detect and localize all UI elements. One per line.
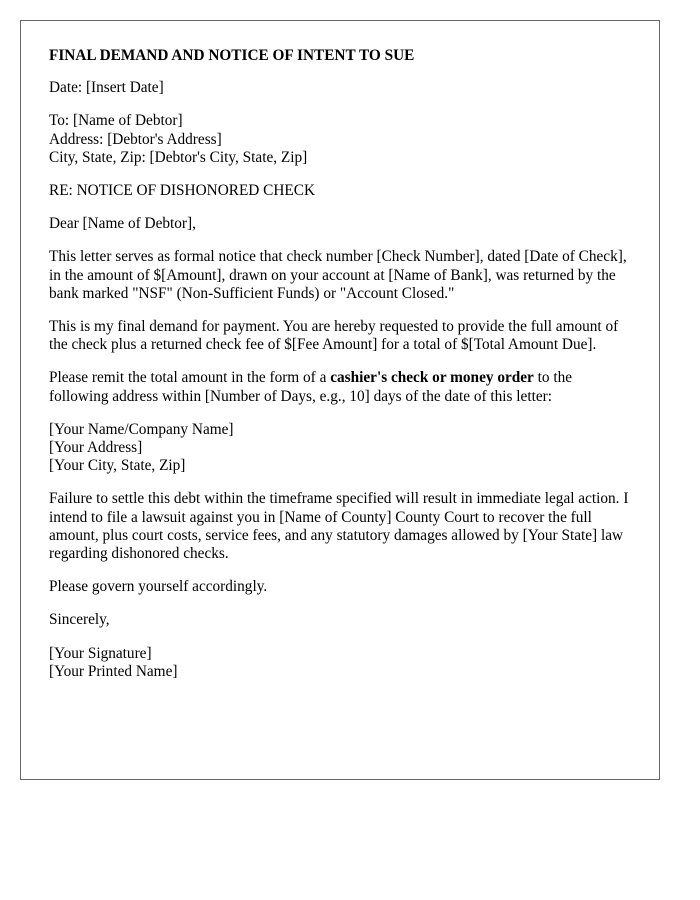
letter-document <box>20 20 660 780</box>
paragraph-legal-action: Failure to settle this debt within the timeframe specified will result in immediate legal action. I intend to file a lawsuit against you in [Name of County] County Court to recover the full amount, plus court costs, service fees, and any statutory damages allowed by [Your State] law regarding dishonored checks. <box>49 490 629 563</box>
re-line: RE: NOTICE OF DISHONORED CHECK <box>49 182 315 200</box>
remit-text-before: Please remit the total amount in the form of a <box>49 369 331 387</box>
recipient-block <box>49 112 631 167</box>
signature-line: [Your Signature] <box>49 644 152 662</box>
signature-block <box>49 645 631 681</box>
paragraph-check-notice: This letter serves as formal notice that check number [Check Number], dated [Date of Check], in the amount of $[Amount], drawn on your account at [Name of Bank], was returned by the bank marked "NSF" (Non-Sufficient Funds) or "Account Closed." <box>49 248 627 302</box>
date-line: Date: [Insert Date] <box>49 79 164 97</box>
remit-payment-method: cashier's check or money order <box>330 369 534 387</box>
paragraph-remit-instructions <box>49 369 631 405</box>
paragraph-final-demand: This is my final demand for payment. You are hereby requested to provide the full amount of the check plus a returned check fee of $[Fee Amount] for a total of $[Total Amount Due]. <box>49 318 619 354</box>
closing: Sincerely, <box>49 611 110 629</box>
letter-title: FINAL DEMAND AND NOTICE OF INTENT TO SUE <box>49 47 415 64</box>
remit-city: [Your City, State, Zip] <box>49 457 186 475</box>
remit-text-after: to the following address within [Number of Days, e.g., 10] days of the date of this letter: <box>49 369 573 405</box>
remit-name: [Your Name/Company Name] <box>49 420 234 438</box>
remit-address-block <box>49 421 631 476</box>
recipient-city: City, State, Zip: [Debtor's City, State, Zip] <box>49 148 308 166</box>
recipient-name: To: [Name of Debtor] <box>49 112 183 130</box>
printed-name-line: [Your Printed Name] <box>49 662 178 680</box>
remit-address: [Your Address] <box>49 439 143 457</box>
salutation: Dear [Name of Debtor], <box>49 215 196 233</box>
recipient-address: Address: [Debtor's Address] <box>49 130 222 148</box>
paragraph-govern: Please govern yourself accordingly. <box>49 578 268 596</box>
